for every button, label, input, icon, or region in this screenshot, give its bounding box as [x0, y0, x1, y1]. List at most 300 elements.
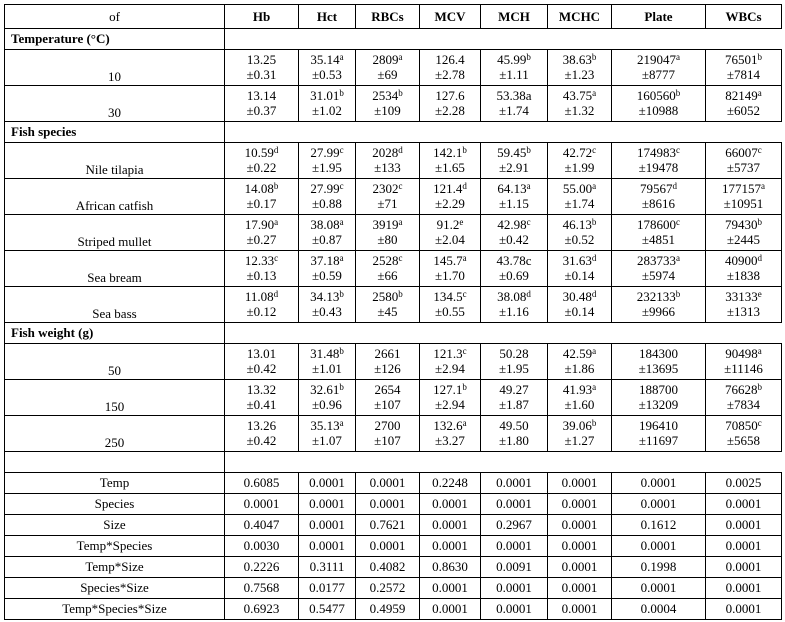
- pvalue-cell: 0.0001: [612, 473, 706, 494]
- pvalue-cell: 0.0001: [612, 578, 706, 599]
- row-label: Nile tilapia: [5, 143, 225, 179]
- pvalue-cell: 0.0001: [299, 494, 356, 515]
- column-header: MCHC: [548, 5, 612, 29]
- pvalue-cell: 0.0001: [420, 515, 481, 536]
- mean-value: 90498: [725, 346, 758, 361]
- cell-mean: [228, 182, 295, 196]
- table-cell: [706, 50, 782, 86]
- table-cell: [612, 380, 706, 416]
- cell-mean: [615, 89, 702, 103]
- significance-letter: c: [526, 217, 531, 227]
- cell-error: ±11697: [638, 433, 679, 448]
- row-label: African catfish: [5, 179, 225, 215]
- cell-error: ±5974: [641, 268, 676, 283]
- pvalue-cell: 0.0001: [481, 494, 548, 515]
- cell-error: ±0.42: [246, 433, 277, 448]
- mean-value: 76501: [725, 52, 758, 67]
- cell-mean: [228, 89, 295, 103]
- mean-value: 132.6: [433, 418, 463, 433]
- significance-letter: a: [592, 181, 597, 191]
- mean-value: 38.63: [562, 52, 592, 67]
- mean-value: 31.48: [310, 346, 340, 361]
- cell-error: ±109: [374, 103, 401, 118]
- table-cell: [356, 416, 420, 452]
- hematology-table: [4, 4, 782, 620]
- table-cell: [225, 344, 299, 380]
- pvalue-cell: 0.5477: [299, 599, 356, 620]
- effect-label: Temp*Species: [5, 536, 225, 557]
- cell-mean: [423, 347, 477, 361]
- row-label: 50: [5, 344, 225, 380]
- cell-mean: [615, 146, 702, 160]
- cell-mean: [359, 419, 416, 433]
- mean-value: 2654: [374, 382, 401, 397]
- significance-letter: b: [757, 217, 762, 227]
- pvalue-cell: 0.2248: [420, 473, 481, 494]
- cell-error: ±0.87: [312, 232, 342, 247]
- cell-mean: [423, 53, 477, 67]
- cell-mean: [551, 218, 608, 232]
- cell-mean: [359, 89, 416, 103]
- table-cell: [299, 50, 356, 86]
- cell-error: ±0.59: [312, 268, 342, 283]
- cell-error: ±0.52: [564, 232, 595, 247]
- table-cell: [299, 179, 356, 215]
- cell-mean: [228, 146, 295, 160]
- cell-mean: [228, 290, 295, 304]
- cell-mean: [228, 419, 295, 433]
- cell-error: ±1.23: [564, 67, 595, 82]
- pvalue-cell: 0.0001: [356, 494, 420, 515]
- mean-value: 13.32: [246, 382, 277, 397]
- significance-letter: b: [591, 217, 597, 227]
- cell-error: ±0.42: [499, 232, 529, 247]
- mean-value: 30.48: [562, 289, 592, 304]
- significance-letter: a: [398, 52, 403, 62]
- significance-letter: a: [757, 88, 762, 98]
- table-cell: [420, 251, 481, 287]
- significance-letter: a: [592, 346, 597, 356]
- table-cell: [548, 380, 612, 416]
- significance-letter: c: [398, 253, 403, 263]
- column-header: RBCs: [356, 5, 420, 29]
- section-spacer: [225, 122, 782, 143]
- mean-value: 31.01: [310, 88, 340, 103]
- significance-letter: a: [592, 88, 597, 98]
- table-cell: [299, 86, 356, 122]
- section-header-row: [5, 323, 782, 344]
- section-title: Fish species: [5, 122, 225, 143]
- table-cell: [481, 344, 548, 380]
- table-cell: [420, 344, 481, 380]
- cell-mean: [423, 254, 477, 268]
- cell-mean: [615, 218, 702, 232]
- cell-mean: [359, 254, 416, 268]
- mean-value: 11.08: [244, 289, 274, 304]
- cell-error: ±2.94: [435, 361, 465, 376]
- mean-value: 2028: [372, 145, 399, 160]
- pvalue-cell: 0.0001: [706, 578, 782, 599]
- cell-mean: [484, 383, 544, 397]
- pvalue-cell: 0.0001: [706, 494, 782, 515]
- cell-error: ±1.02: [312, 103, 342, 118]
- table-cell: [548, 251, 612, 287]
- cell-mean: [484, 182, 544, 196]
- mean-value: 184300: [639, 346, 678, 361]
- mean-value: 53.38a: [496, 88, 532, 103]
- pvalue-cell: 0.0004: [612, 599, 706, 620]
- table-cell: [706, 143, 782, 179]
- cell-mean: [359, 182, 416, 196]
- mean-value: 160560: [636, 88, 676, 103]
- section-title: Fish weight (g): [5, 323, 225, 344]
- cell-mean: [302, 347, 352, 361]
- table-cell: [481, 86, 548, 122]
- cell-mean: [709, 290, 778, 304]
- significance-letter: b: [339, 346, 344, 356]
- pvalue-cell: 0.0001: [420, 536, 481, 557]
- cell-mean: [228, 383, 295, 397]
- column-header: MCH: [481, 5, 548, 29]
- effect-label: Temp*Size: [5, 557, 225, 578]
- significance-letter: c: [757, 145, 762, 155]
- significance-letter: c: [462, 289, 467, 299]
- significance-letter: b: [339, 382, 344, 392]
- cell-error: ±8616: [641, 196, 676, 211]
- table-row: [5, 344, 782, 380]
- significance-letter: b: [462, 382, 467, 392]
- mean-value: 2528: [372, 253, 399, 268]
- effect-label: Species: [5, 494, 225, 515]
- cell-error: ±10951: [723, 196, 764, 211]
- cell-error: ±1.32: [564, 103, 595, 118]
- cell-error: ±1.74: [564, 196, 595, 211]
- cell-mean: [709, 218, 778, 232]
- cell-error: ±0.96: [312, 397, 342, 412]
- significance-letter: c: [757, 418, 762, 428]
- cell-error: ±0.53: [312, 67, 342, 82]
- cell-mean: [423, 182, 477, 196]
- empty-label-cell: [5, 452, 225, 473]
- table-cell: [548, 50, 612, 86]
- significance-letter: c: [676, 145, 680, 155]
- table-cell: [612, 86, 706, 122]
- cell-mean: [551, 290, 608, 304]
- table-cell: [420, 143, 481, 179]
- significance-letter: b: [273, 181, 279, 191]
- mean-value: 2302: [372, 181, 399, 196]
- pvalue-cell: 0.0001: [548, 557, 612, 578]
- significance-letter: d: [591, 253, 597, 263]
- row-label: Sea bream: [5, 251, 225, 287]
- cell-error: ±1.65: [435, 160, 465, 175]
- pvalue-cell: 0.6085: [225, 473, 299, 494]
- table-cell: [225, 143, 299, 179]
- pvalue-cell: 0.0001: [420, 599, 481, 620]
- pvalue-cell: 0.0001: [706, 515, 782, 536]
- pvalue-cell: 0.0025: [706, 473, 782, 494]
- cell-error: ±5737: [726, 160, 761, 175]
- table-cell: [612, 50, 706, 86]
- cell-error: ±126: [374, 361, 401, 376]
- table-cell: [706, 215, 782, 251]
- cell-mean: [423, 89, 477, 103]
- section-spacer: [225, 323, 782, 344]
- table-cell: [356, 380, 420, 416]
- table-cell: [548, 179, 612, 215]
- section-spacer: [225, 29, 782, 50]
- table-row: [5, 251, 782, 287]
- table-cell: [706, 179, 782, 215]
- mean-value: 31.63: [562, 253, 592, 268]
- cell-mean: [551, 89, 608, 103]
- mean-value: 91.2: [436, 217, 460, 232]
- cell-mean: [302, 53, 352, 67]
- cell-mean: [423, 383, 477, 397]
- mean-value: 27.99: [310, 181, 340, 196]
- cell-error: ±107: [374, 433, 401, 448]
- cell-error: ±1.27: [564, 433, 595, 448]
- cell-mean: [484, 347, 544, 361]
- significance-letter: b: [339, 88, 344, 98]
- cell-error: ±7814: [726, 67, 761, 82]
- pvalue-row: [5, 599, 782, 620]
- pvalue-row: [5, 494, 782, 515]
- pvalue-cell: 0.0001: [481, 536, 548, 557]
- cell-mean: [484, 254, 544, 268]
- cell-error: ±107: [374, 397, 401, 412]
- table-cell: [420, 179, 481, 215]
- table-cell: [356, 179, 420, 215]
- cell-error: ±1.80: [499, 433, 529, 448]
- cell-error: ±0.42: [246, 361, 277, 376]
- cell-error: ±19478: [638, 160, 679, 175]
- cell-error: ±80: [377, 232, 398, 247]
- mean-value: 17.90: [244, 217, 275, 232]
- pvalue-cell: 0.0030: [225, 536, 299, 557]
- mean-value: 59.45: [497, 145, 527, 160]
- table-cell: [612, 215, 706, 251]
- table-cell: [706, 287, 782, 323]
- cell-error: ±7834: [726, 397, 761, 412]
- cell-error: ±9966: [641, 304, 676, 319]
- table-cell: [481, 179, 548, 215]
- cell-mean: [709, 383, 778, 397]
- cell-error: ±0.43: [312, 304, 342, 319]
- table-row: [5, 179, 782, 215]
- mean-value: 49.50: [499, 418, 529, 433]
- significance-letter: d: [591, 289, 597, 299]
- pvalue-cell: 0.1998: [612, 557, 706, 578]
- mean-value: 13.25: [246, 52, 277, 67]
- significance-letter: a: [761, 181, 765, 191]
- cell-mean: [615, 182, 702, 196]
- mean-value: 10.59: [244, 145, 274, 160]
- table-cell: [225, 287, 299, 323]
- cell-mean: [615, 53, 702, 67]
- cell-mean: [615, 254, 702, 268]
- table-cell: [548, 416, 612, 452]
- pvalue-cell: 0.0001: [548, 536, 612, 557]
- cell-error: ±0.88: [312, 196, 342, 211]
- cell-mean: [709, 146, 778, 160]
- table-cell: [420, 380, 481, 416]
- mean-value: 41.93: [562, 382, 593, 397]
- cell-mean: [423, 419, 477, 433]
- cell-mean: [302, 419, 352, 433]
- table-cell: [356, 215, 420, 251]
- table-cell: [225, 50, 299, 86]
- significance-letter: d: [273, 289, 279, 299]
- section-spacer: [225, 452, 782, 473]
- cell-mean: [228, 254, 295, 268]
- cell-error: ±2.78: [435, 67, 465, 82]
- column-header: Hb: [225, 5, 299, 29]
- mean-value: 39.06: [562, 418, 592, 433]
- table-row: [5, 416, 782, 452]
- pvalue-cell: 0.0001: [548, 599, 612, 620]
- cell-mean: [709, 53, 778, 67]
- mean-value: 64.13: [497, 181, 527, 196]
- cell-error: ±6052: [726, 103, 761, 118]
- cell-mean: [302, 254, 352, 268]
- pvalue-cell: 0.4047: [225, 515, 299, 536]
- cell-error: ±8777: [641, 67, 676, 82]
- table-cell: [225, 251, 299, 287]
- cell-error: ±1.16: [499, 304, 529, 319]
- cell-error: ±0.69: [499, 268, 529, 283]
- mean-value: 232133: [636, 289, 676, 304]
- cell-error: ±0.12: [246, 304, 277, 319]
- table-cell: [420, 416, 481, 452]
- cell-mean: [709, 419, 778, 433]
- mean-value: 50.28: [499, 346, 529, 361]
- cell-error: ±13695: [638, 361, 679, 376]
- mean-value: 46.13: [562, 217, 592, 232]
- cell-error: ±11146: [724, 361, 763, 376]
- cell-error: ±0.22: [246, 160, 277, 175]
- table-cell: [548, 143, 612, 179]
- significance-letter: d: [398, 145, 403, 155]
- cell-error: ±0.14: [564, 304, 595, 319]
- cell-error: ±10988: [638, 103, 679, 118]
- pvalue-cell: 0.2226: [225, 557, 299, 578]
- cell-error: ±2.28: [435, 103, 465, 118]
- table-cell: [706, 344, 782, 380]
- pvalue-cell: 0.4082: [356, 557, 420, 578]
- cell-error: ±133: [374, 160, 401, 175]
- header-row: [5, 5, 782, 29]
- pvalue-cell: 0.0001: [548, 515, 612, 536]
- cell-mean: [709, 347, 778, 361]
- significance-letter: b: [757, 52, 762, 62]
- cell-mean: [551, 53, 608, 67]
- pvalue-row: [5, 536, 782, 557]
- cell-mean: [615, 383, 702, 397]
- significance-letter: d: [526, 289, 531, 299]
- table-cell: [299, 251, 356, 287]
- mean-value: 127.1: [433, 382, 463, 397]
- table-row: [5, 50, 782, 86]
- mean-value: 12.33: [244, 253, 275, 268]
- cell-error: ±0.27: [246, 232, 277, 247]
- significance-letter: b: [591, 52, 597, 62]
- effect-label: Size: [5, 515, 225, 536]
- mean-value: 121.3: [433, 346, 463, 361]
- significance-letter: a: [339, 253, 344, 263]
- significance-letter: a: [339, 217, 344, 227]
- cell-mean: [302, 383, 352, 397]
- significance-letter: c: [274, 253, 279, 263]
- significance-letter: b: [398, 88, 403, 98]
- mean-value: 66007: [725, 145, 758, 160]
- mean-value: 196410: [639, 418, 678, 433]
- significance-letter: c: [398, 181, 403, 191]
- cell-mean: [551, 182, 608, 196]
- pvalue-cell: 0.0091: [481, 557, 548, 578]
- mean-value: 82149: [725, 88, 758, 103]
- significance-letter: a: [462, 253, 467, 263]
- cell-error: ±1.87: [499, 397, 529, 412]
- mean-value: 43.75: [562, 88, 593, 103]
- mean-value: 70850: [725, 418, 758, 433]
- cell-mean: [484, 290, 544, 304]
- cell-error: ±0.37: [246, 103, 277, 118]
- spacer-row: [5, 452, 782, 473]
- significance-letter: c: [339, 181, 344, 191]
- table-cell: [299, 344, 356, 380]
- table-cell: [706, 380, 782, 416]
- significance-letter: b: [526, 145, 531, 155]
- cell-mean: [615, 419, 702, 433]
- cell-mean: [484, 53, 544, 67]
- table-cell: [356, 50, 420, 86]
- pvalue-cell: 0.0001: [706, 557, 782, 578]
- mean-value: 45.99: [497, 52, 527, 67]
- pvalue-cell: 0.6923: [225, 599, 299, 620]
- cell-error: ±1.86: [564, 361, 595, 376]
- pvalue-cell: 0.2572: [356, 578, 420, 599]
- table-cell: [225, 179, 299, 215]
- table-cell: [548, 287, 612, 323]
- effect-label: Species*Size: [5, 578, 225, 599]
- cell-mean: [423, 218, 477, 232]
- table-cell: [225, 215, 299, 251]
- table-cell: [225, 416, 299, 452]
- table-cell: [356, 143, 420, 179]
- cell-mean: [359, 347, 416, 361]
- table-cell: [481, 215, 548, 251]
- mean-value: 42.72: [562, 145, 593, 160]
- mean-value: 2700: [374, 418, 401, 433]
- column-header: WBCs: [706, 5, 782, 29]
- table-cell: [299, 416, 356, 452]
- significance-letter: d: [273, 145, 279, 155]
- pvalue-row: [5, 473, 782, 494]
- significance-letter: b: [398, 289, 403, 299]
- cell-error: ±2.94: [435, 397, 465, 412]
- pvalue-cell: 0.7568: [225, 578, 299, 599]
- mean-value: 32.61: [310, 382, 340, 397]
- table-cell: [225, 86, 299, 122]
- table-cell: [356, 251, 420, 287]
- cell-error: ±4851: [641, 232, 676, 247]
- cell-error: ±1.74: [499, 103, 529, 118]
- cell-mean: [302, 218, 352, 232]
- cell-error: ±1.07: [312, 433, 342, 448]
- mean-value: 178600: [637, 217, 676, 232]
- pvalue-row: [5, 515, 782, 536]
